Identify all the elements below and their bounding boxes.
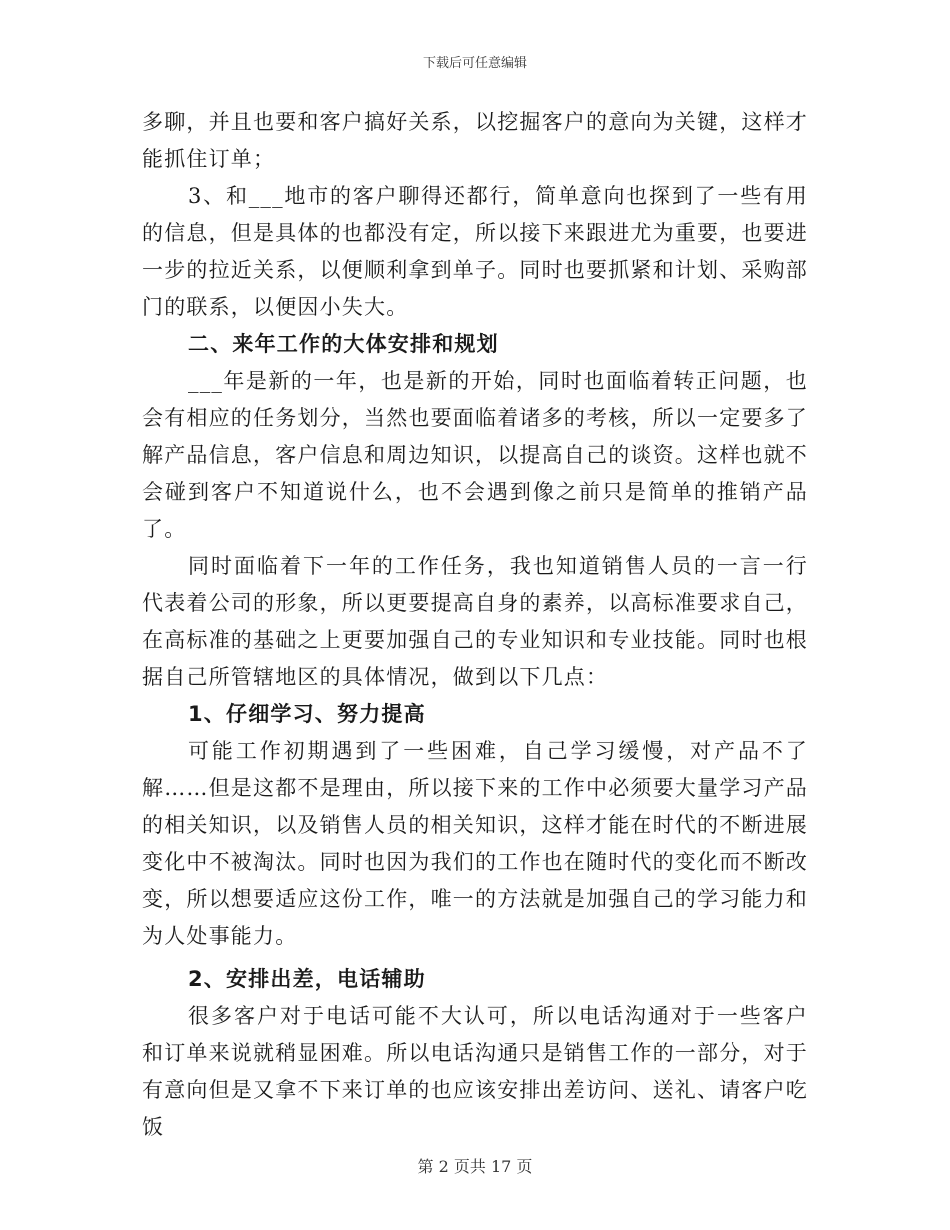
page-header: 下载后可任意编辑 (422, 56, 527, 71)
paragraph-2: 3、和___地市的客户聊得还都行，简单意向也探到了一些有用的信息，但是具体的也都没有定，所以接下来跟进尤为重要，也要进一步的拉近关系，以便顺利拿到单子。同时也要抓紧和计划、采购部门的联系，以便因小失大。 (142, 184, 808, 319)
subheading-1: 1、仔细学习、努力提高 (188, 702, 426, 726)
paragraph-5: 可能工作初期遇到了一些困难，自己学习缓慢，对产品不了解……但是这都不是理由，所以接下来的工作中必须要大量学习产品的相关知识，以及销售人员的相关知识，这样才能在时代的不断进展变化中不被淘汰。同时也因为我们的工作也在随时代的变化而不断改变，所以想要适应这份工作，唯一的方法就是加强自己的学习能力和为人处事能力。 (142, 739, 808, 948)
subheading-2: 2、安排出差，电话辅助 (188, 967, 426, 991)
document-body (142, 104, 808, 1146)
section-heading-2: 二、来年工作的大体安排和规划 (188, 332, 499, 356)
page-footer: 第 2 页共 17 页 (417, 1157, 533, 1176)
paragraph-1: 多聊，并且也要和客户搞好关系，以挖掘客户的意向为关键，这样才能抓住订单； (142, 110, 808, 171)
paragraph-3: ___年是新的一年，也是新的开始，同时也面临着转正问题，也会有相应的任务划分，当然也要面临着诸多的考核，所以一定要多了解产品信息，客户信息和周边知识，以提高自己的谈资。这样也就不会碰到客户不知道说什么，也不会遇到像之前只是简单的推销产品了。 (142, 369, 808, 541)
paragraph-4: 同时面临着下一年的工作任务，我也知道销售人员的一言一行代表着公司的形象，所以更要提高自身的素养，以高标准要求自己，在高标准的基础之上更要加强自己的专业知识和专业技能。同时也根据自己所管辖地区的具体情况，做到以下几点： (142, 554, 808, 689)
paragraph-6: 很多客户对于电话可能不大认可，所以电话沟通对于一些客户和订单来说就稍显困难。所以电话沟通只是销售工作的一部分，对于有意向但是又拿不下来订单的也应该安排出差访问、送礼、请客户吃饭 (142, 1004, 808, 1139)
